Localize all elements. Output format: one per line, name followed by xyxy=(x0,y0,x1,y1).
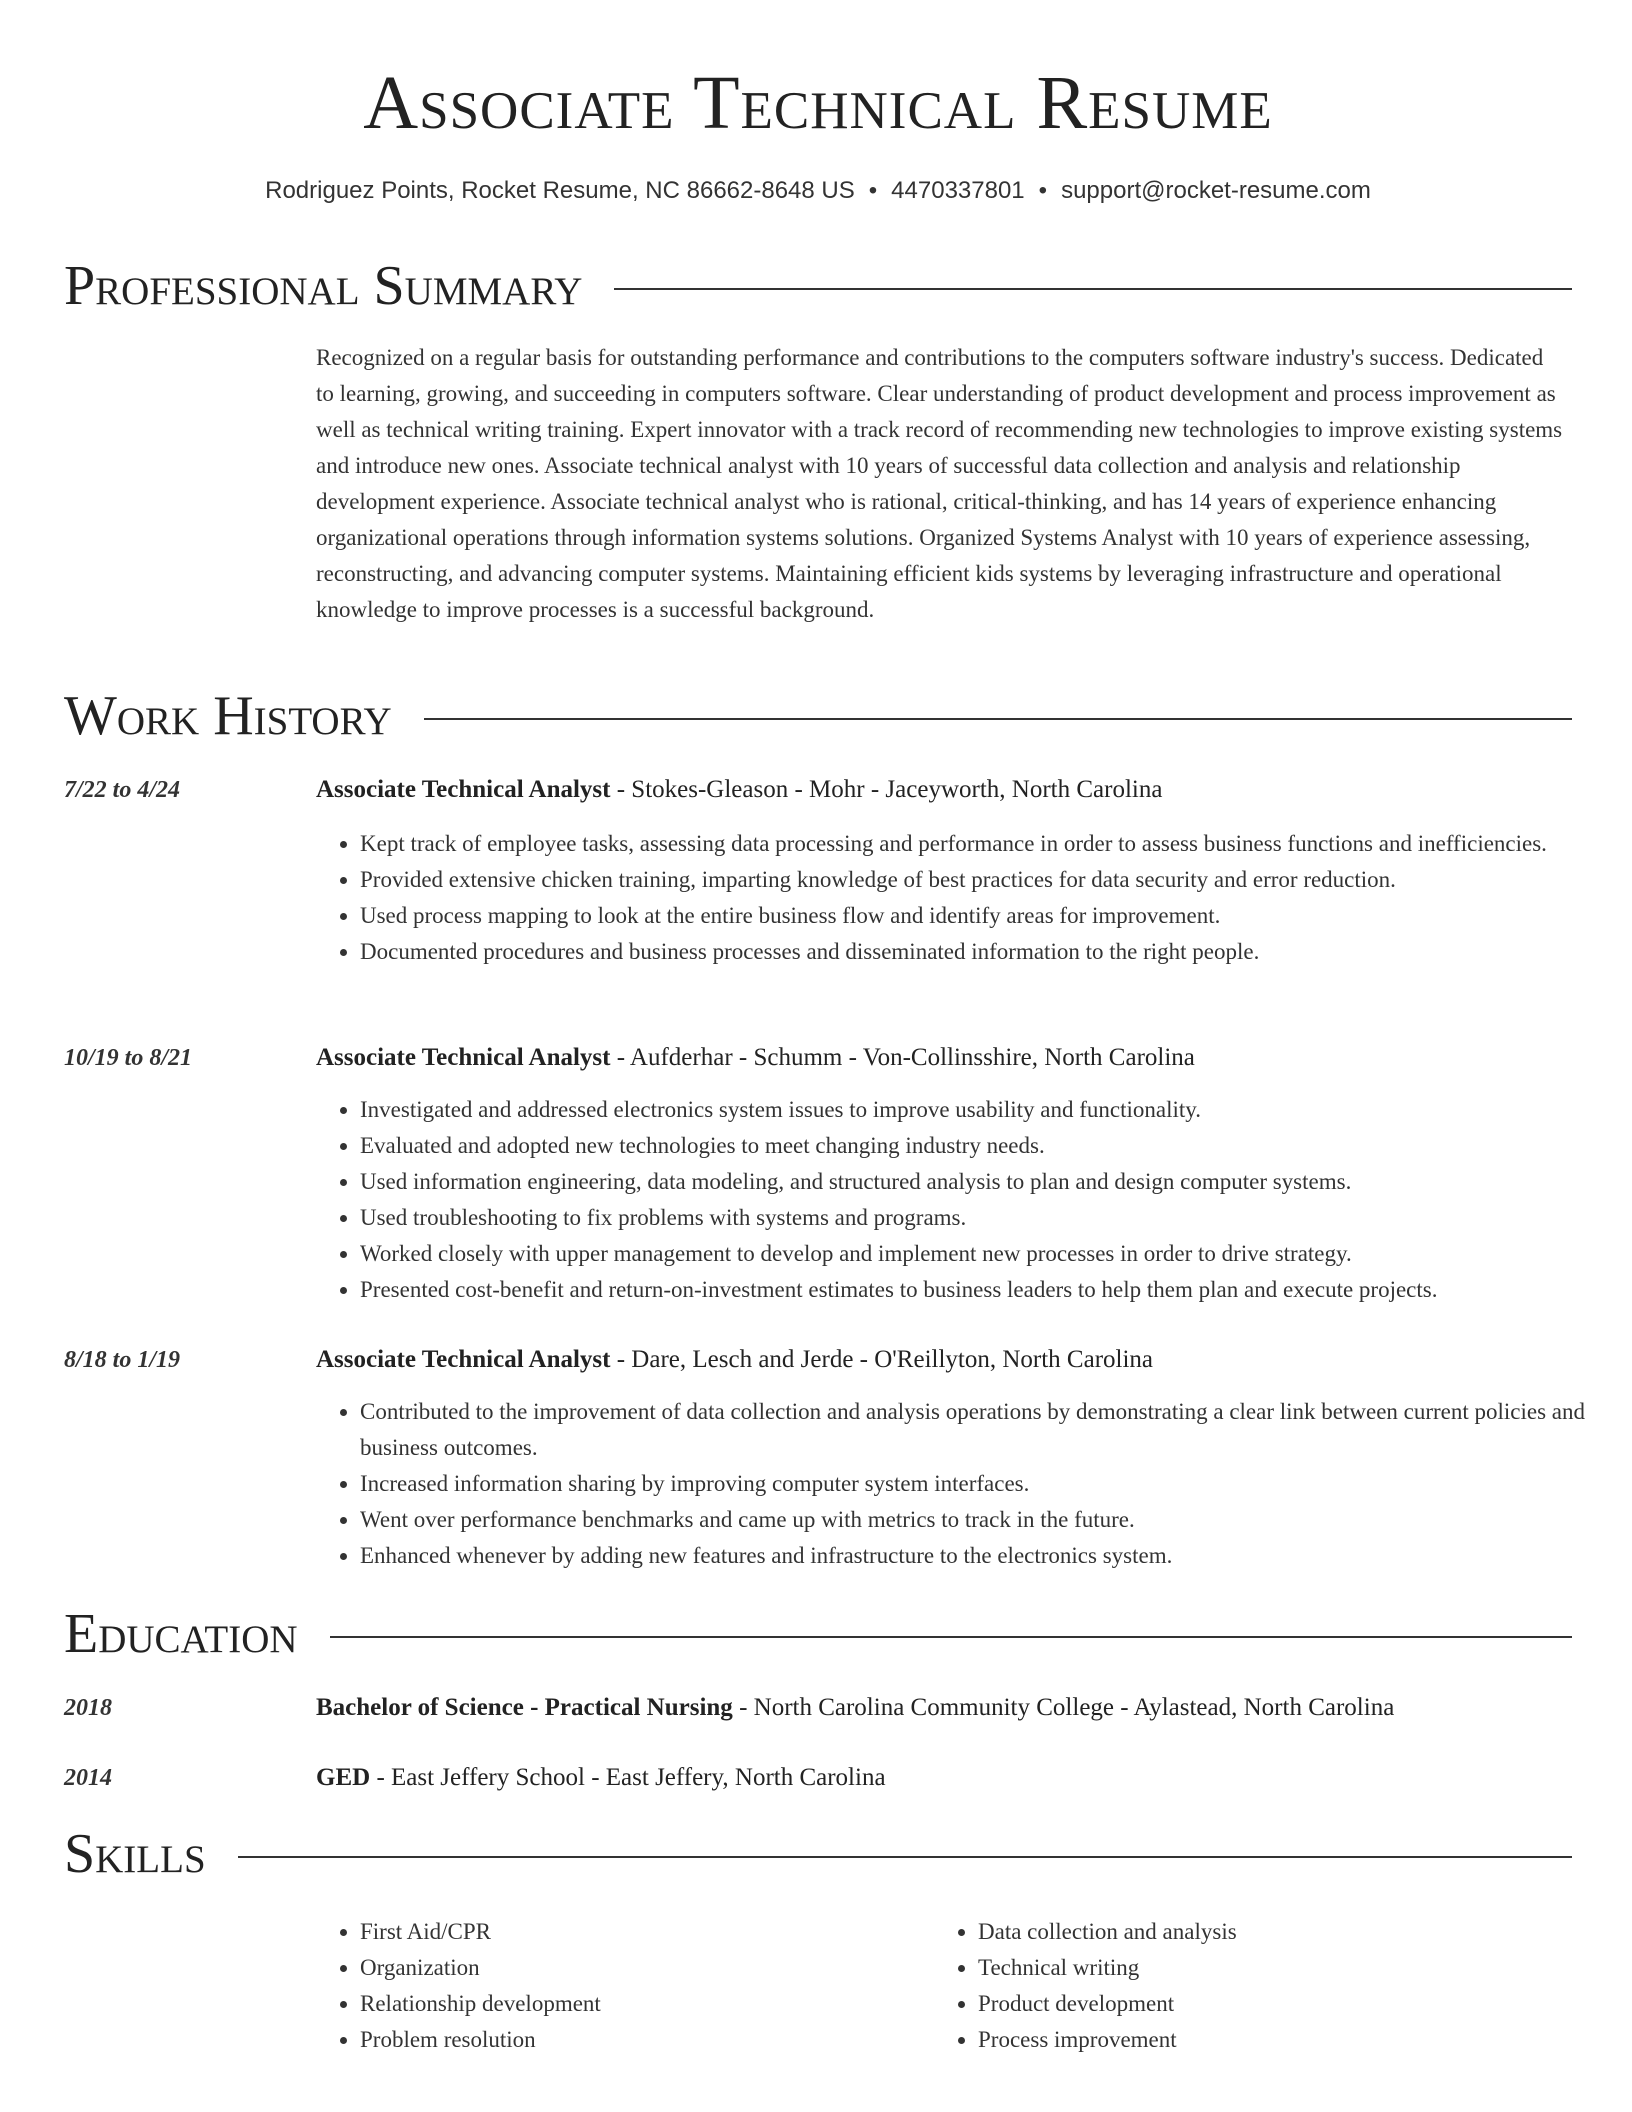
job-date: 8/18 to 1/19 xyxy=(64,1347,181,1373)
job-role: Associate Technical Analyst xyxy=(316,776,611,803)
skills-column-left xyxy=(316,1914,934,2058)
contact-address: Rodriguez Points, Rocket Resume, NC 86662-8648 US xyxy=(265,177,855,204)
education-details: - East Jeffery School - East Jeffery, North Carolina xyxy=(370,1764,886,1791)
job-bullet: • Used troubleshooting to fix problems with systems and programs. xyxy=(360,1200,1610,1236)
job-bullets xyxy=(316,1092,1610,1308)
skills-list xyxy=(316,1914,1566,2058)
job-bullet: • Used process mapping to look at the entire business flow and identify areas for improvement. xyxy=(360,898,1610,934)
resume-name: Associate Technical Resume xyxy=(363,61,1273,145)
contact-separator: • xyxy=(868,177,878,204)
job-bullet: • Investigated and addressed electronics system issues to improve usability and functionality. xyxy=(360,1092,1610,1128)
section-divider xyxy=(330,1636,1572,1638)
job-bullet: • Kept track of employee tasks, assessing data processing and performance in order to assess business functions and inefficiencies. xyxy=(360,826,1610,862)
skill-item: • Relationship development xyxy=(360,1986,934,2022)
contact-line xyxy=(64,174,1572,208)
skill-item: • First Aid/CPR xyxy=(360,1914,934,1950)
skill-item: • Organization xyxy=(360,1950,934,1986)
job-role: Associate Technical Analyst xyxy=(316,1346,611,1373)
skills-column-right xyxy=(934,1914,1552,2058)
job-role: Associate Technical Analyst xyxy=(316,1044,611,1071)
section-title: Education xyxy=(64,1603,298,1665)
education-date: 2018 xyxy=(64,1695,112,1721)
education-heading xyxy=(316,1690,1394,1726)
skill-item: • Product development xyxy=(978,1986,1552,2022)
education-details: - North Carolina Community College - Aylastead, North Carolina xyxy=(732,1694,1395,1721)
education-degree: GED xyxy=(316,1764,371,1791)
job-date: 10/19 to 8/21 xyxy=(64,1045,193,1071)
section-divider xyxy=(614,288,1572,290)
skill-item: • Problem resolution xyxy=(360,2022,934,2058)
summary-text: Recognized on a regular basis for outstanding performance and contributions to the computers software industry's success. Dedicated to learning, growing, and succeeding in computers software. Clear understanding of product development and process improvement as well as technical writing training. Expert innovator with a track record of recommending new technologies to improve existing systems and introduce new ones. Associate technical analyst with 10 years of successful data collection and analysis and relationship development experience. Associate technical analyst who is rational, critical-thinking, and has 14 years of experience enhancing organizational operations through information systems solutions. Organized Systems Analyst with 10 years of experience assessing, reconstructing, and advancing computer systems. Maintaining efficient kids systems by leveraging infrastructure and operational knowledge to improve processes is a successful background. xyxy=(316,345,1563,622)
job-bullet: • Documented procedures and business processes and disseminated information to the right people. xyxy=(360,934,1610,970)
education-degree: Bachelor of Science - Practical Nursing xyxy=(316,1694,733,1721)
job-bullet: • Provided extensive chicken training, imparting knowledge of best practices for data security and error reduction. xyxy=(360,862,1610,898)
section-header-education xyxy=(64,1602,1572,1666)
job-bullet: • Used information engineering, data modeling, and structured analysis to plan and design computer systems. xyxy=(360,1164,1610,1200)
job-bullet: • Enhanced whenever by adding new features and infrastructure to the electronics system. xyxy=(360,1538,1610,1574)
section-header-skills xyxy=(64,1822,1572,1886)
job-bullet: • Went over performance benchmarks and came up with metrics to track in the future. xyxy=(360,1502,1610,1538)
job-bullet: • Increased information sharing by improving computer system interfaces. xyxy=(360,1466,1610,1502)
section-title: Skills xyxy=(64,1823,206,1885)
section-title: Work History xyxy=(64,685,392,747)
job-details: - Stokes-Gleason - Mohr - Jaceyworth, North Carolina xyxy=(610,776,1163,803)
education-date: 2014 xyxy=(64,1765,112,1791)
job-bullets xyxy=(316,826,1610,970)
job-heading xyxy=(316,772,1572,808)
section-title: Professional Summary xyxy=(64,255,583,317)
job-heading xyxy=(316,1040,1572,1076)
section-header-summary xyxy=(64,254,1572,318)
contact-email[interactable]: support@rocket-resume.com xyxy=(1061,177,1371,204)
section-divider xyxy=(238,1856,1572,1858)
section-divider xyxy=(424,718,1572,720)
job-bullet: • Worked closely with upper management to develop and implement new processes in order to drive strategy. xyxy=(360,1236,1610,1272)
job-details: - Dare, Lesch and Jerde - O'Reillyton, North Carolina xyxy=(610,1346,1154,1373)
skill-item: • Technical writing xyxy=(978,1950,1552,1986)
section-header-work xyxy=(64,684,1572,748)
job-bullets xyxy=(316,1394,1610,1574)
job-bullet: • Evaluated and adopted new technologies to meet changing industry needs. xyxy=(360,1128,1610,1164)
education-heading xyxy=(316,1760,886,1796)
skill-item: • Data collection and analysis xyxy=(978,1914,1552,1950)
contact-separator: • xyxy=(1038,177,1048,204)
job-bullet: • Presented cost-benefit and return-on-investment estimates to business leaders to help them plan and execute projects. xyxy=(360,1272,1610,1308)
job-date: 7/22 to 4/24 xyxy=(64,777,181,803)
skill-item: • Process improvement xyxy=(978,2022,1552,2058)
job-heading xyxy=(316,1342,1572,1378)
job-bullet: • Contributed to the improvement of data collection and analysis operations by demonstrating a clear link between current policies and business outcomes. xyxy=(360,1394,1610,1466)
contact-phone: 4470337801 xyxy=(891,177,1025,204)
job-details: - Aufderhar - Schumm - Von-Collinsshire, North Carolina xyxy=(610,1044,1195,1071)
